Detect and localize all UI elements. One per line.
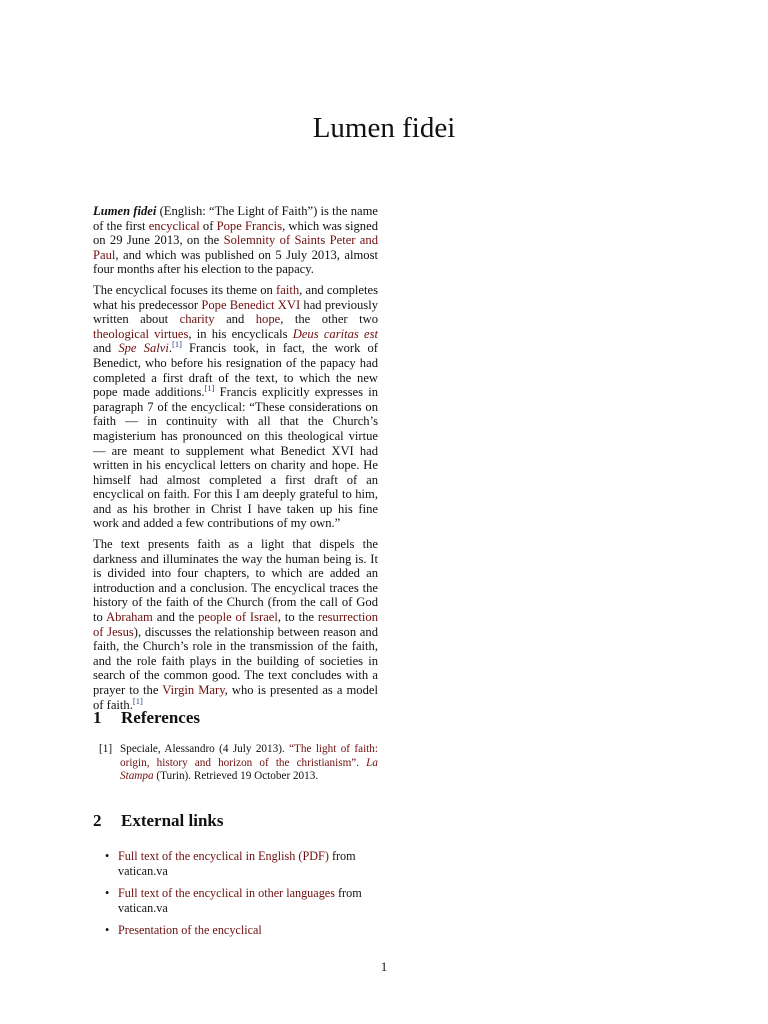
link-presentation[interactable]: Presentation of the encyclical xyxy=(118,923,262,938)
link-solemnity[interactable]: Solemnity of Saints Peter and Paul xyxy=(93,233,378,262)
bullet-icon: • xyxy=(105,849,110,863)
external-link-item xyxy=(93,923,378,938)
page-number: 1 xyxy=(380,960,388,974)
citation-link[interactable]: [1] xyxy=(204,382,215,393)
external-link-item: • Full text of the encyclical in other languages from vatican.va xyxy=(105,886,362,915)
link-pope-francis[interactable]: Pope Francis xyxy=(216,218,283,233)
external-link-item: • Full text of the encyclical in English (PDF) from vatican.va xyxy=(105,849,356,878)
link-resurrection-of-jesus[interactable]: resurrection of Jesus xyxy=(93,610,379,639)
article-body xyxy=(93,204,378,712)
section-title: References xyxy=(121,708,200,727)
citation-link[interactable]: [1] xyxy=(132,695,143,706)
bullet-icon: • xyxy=(105,886,110,901)
link-hope[interactable]: hope xyxy=(255,312,281,327)
link-people-of-israel[interactable]: people of Israel xyxy=(198,610,278,625)
page-title: Lumen fidei xyxy=(312,112,456,144)
link-faith[interactable]: faith xyxy=(276,282,300,297)
bullet-icon: • xyxy=(105,923,110,938)
link-charity[interactable]: charity xyxy=(179,312,215,327)
link-full-text-other-languages[interactable]: Full text of the encyclical in other languages xyxy=(118,886,335,901)
paragraph-structure: The text presents faith as a light that dispels the darkness and illuminates the way the human being is. It is divided into four chapters, to which are added an introduction and a conclusion. The encyclical traces the history of the faith of the Church (from the call of God to Abraham and the people of Israel, to the resurrection of Jesus), discusses the relationship between reason and faith, the Church’s role in the transmission of the faith, and the role faith plays in the building of societies in search of the common good. The text concludes with a prayer to the Virgin Mary, who is presented as a model of faith.[1] xyxy=(93,537,379,712)
link-pope-benedict[interactable]: Pope Benedict XVI xyxy=(201,297,301,312)
section-heading-external-links xyxy=(93,811,224,831)
reference-body: Speciale, Alessandro (4 July 2013). “The light of faith: origin, history and horizon of the christianism”. La Stampa (Turin). Retrieved 19 October 2013. xyxy=(120,743,378,782)
external-links-list xyxy=(93,849,378,946)
section-title: External links xyxy=(121,811,224,830)
section-number: 2 xyxy=(93,811,102,830)
reference-article-link[interactable]: “The light of faith: origin, history and horizon of the christianism” xyxy=(120,743,378,769)
section-number: 1 xyxy=(93,708,102,727)
link-encyclical[interactable]: encyclical xyxy=(148,218,200,233)
link-virgin-mary[interactable]: Virgin Mary xyxy=(162,683,225,697)
section-heading-references xyxy=(93,708,200,728)
link-abraham[interactable]: Abraham xyxy=(106,610,153,625)
paragraph-theme: The encyclical focuses its theme on faith, and completes what his predecessor Pope Benedict XVI had previously written about charity and hope, the other two theological virtues, in his encyclicals Deus caritas est and Spe Salvi.[1] Francis took, in fact, the work of Benedict, who before his resignation of the papacy had completed a first draft of the text, to which the new pope made additions.[1] Francis explicitly expresses in paragraph 7 of the encyclical: “These considerations on faith — in continuity with all that the Church’s magisterium has pronounced on this theological virtue — are meant to supplement what Benedict XVI had written in his encyclical letters on charity and hope. He himself had almost completed a first draft of an encyclical on faith. For this I am deeply grateful to him, and as his brother in Christ I have taken up his fine work and added a few contributions of my own.” xyxy=(93,282,378,531)
reference-item xyxy=(93,743,378,784)
citation-link[interactable]: [1] xyxy=(171,339,182,350)
paragraph-intro: Lumen fidei (English: “The Light of Faith”) is the name of the first encyclical of Pope Francis, which was signed on 29 June 2013, on the Solemnity of Saints Peter and Paul, and which was published on 5 July 2013, almost four months after his election to the papacy. xyxy=(93,204,378,277)
reference-label: [1] xyxy=(99,743,113,755)
link-spe-salvi[interactable]: Spe Salvi xyxy=(118,341,169,356)
reference-publication-link[interactable]: La Stampa xyxy=(120,756,378,782)
link-deus-caritas-est[interactable]: Deus caritas est xyxy=(292,326,378,341)
link-full-text-english[interactable]: Full text of the encyclical in English (PDF) xyxy=(118,849,329,863)
article-term: Lumen fidei xyxy=(93,204,157,218)
link-theological-virtues[interactable]: theological virtues xyxy=(93,326,189,341)
